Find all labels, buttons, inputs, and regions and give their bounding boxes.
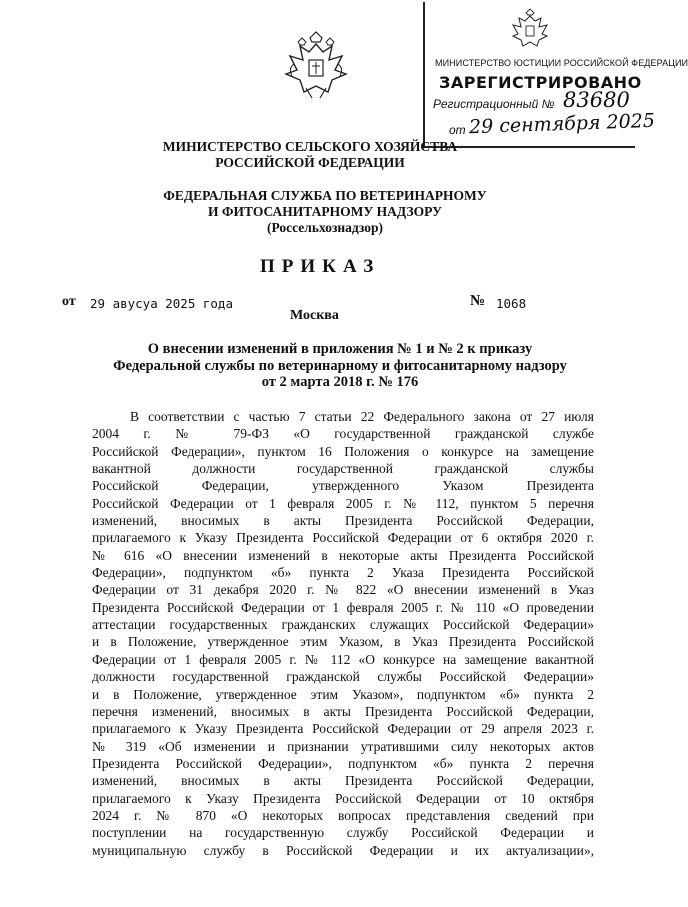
order-subject [100,341,580,391]
stamp-status: ЗАРЕГИСТРИРОВАНО [439,73,642,92]
body-line: Федерации», подпунктом «б» пункта 2 Указа Президента Российской [92,565,594,581]
body-line: изменений, вносимых в акты Президента Российской Федерации, [92,513,594,529]
body-line: поступлении на государственную службу Российской Федерации и [92,825,594,841]
body-line: Президента Российской Федерации», подпунктом «б» пункта 2 перечня [92,755,594,771]
service-title-line: И ФИТОСАНИТАРНОМУ НАДЗОРУ [208,204,442,219]
stamp-registration-number: 83680 [563,88,630,112]
order-date: 29 авусуа 2025 года [90,296,233,311]
body-line: Российской Федерации, утвержденного Указом Президента [92,478,594,494]
document-type-heading: ПРИКАЗ [260,256,381,277]
body-line: 2024 г. № 870 «О некоторых вопросах представления сведений при [92,807,594,823]
service-short-name: (Россельхознадзор) [266,220,384,235]
order-date-label: от [62,294,76,309]
order-city: Москва [290,308,339,323]
body-line: аттестации государственных гражданских служащих Российской Федерации» [92,617,594,633]
ministry-title-line: РОССИЙСКОЙ ФЕДЕРАЦИИ [215,155,405,170]
stamp-emblem [507,8,553,50]
body-line: прилагаемого к Указу Президента Российской Федерации от 29 апреля 2023 г. [92,721,594,737]
order-body-paragraph [92,408,594,859]
body-line: № 616 «О внесении изменений в некоторые акты Президента Российской [92,547,594,563]
body-line: В соответствии с частью 7 статьи 22 Федерального закона от 27 июля [130,409,594,424]
body-line: должности государственной гражданской службы Российской Федерации» [92,669,594,685]
body-line: муниципальную службу в Российской Федерации и их актуализации», [92,842,594,858]
ministry-title [150,139,470,171]
body-line: и в Положение, утвержденное этим Указом, в Указ Президента Российской [92,634,594,650]
stamp-date-label: от [449,123,466,137]
body-line: Президента Российской Федерации от 1 февраля 2005 г. № 110 «О проведении [92,599,594,615]
body-line: 2004 г. № 79-ФЗ «О государственной гражданской службе [92,426,594,442]
body-line: Федерации от 31 декабря 2020 г. № 822 «О внесении изменений в Указ [92,582,594,598]
subject-line: О внесении изменений в приложения № 1 и № 2 к приказу [147,341,533,357]
service-title [145,188,505,236]
stamp-ministry-name: МИНИСТЕРСТВО ЮСТИЦИИ РОССИЙСКОЙ ФЕДЕРАЦИИ [435,58,688,68]
order-number: 1068 [496,296,527,311]
ministry-title-line: МИНИСТЕРСТВО СЕЛЬСКОГО ХОЗЯЙСТВА [162,139,458,154]
body-line: Российской Федерации от 1 февраля 2005 г. № 112, пунктом 5 перечня [92,495,594,511]
body-line: прилагаемого к Указу Президента Российской Федерации от 10 октября [92,790,594,806]
coat-of-arms-emblem [276,30,356,102]
body-line: прилагаемого к Указу Президента Российской Федерации от 6 октября 2020 г. [92,530,594,546]
order-number-label: № [470,293,486,309]
subject-line: от 2 марта 2018 г. № 176 [261,374,419,390]
body-line: Федерации от 1 февраля 2005 г. № 112 «О конкурсе на замещение вакантной [92,651,594,667]
subject-line: Федеральной службы по ветеринарному и фитосанитарному надзору [113,357,567,374]
body-line: перечня изменений, вносимых в акты Президента Российской Федерации, [92,703,594,719]
body-line: № 319 «Об изменении и признании утратившими силу некоторых актов [92,738,594,754]
body-line: и в Положение, утвержденное этим Указом», подпунктом «б» пункта 2 [92,686,594,702]
registration-stamp [423,2,688,148]
stamp-number-label: Регистрационный № [433,97,555,111]
body-line: вакантной должности государственной гражданской службы [92,461,594,477]
body-line: Российской Федерации», пунктом 16 Положения о конкурсе на замещение [92,443,594,459]
body-line: изменений, вносимых в акты Президента Российской Федерации, [92,773,594,789]
stamp-registration-date: 29 сентября 2025 [468,109,656,139]
service-title-line: ФЕДЕРАЛЬНАЯ СЛУЖБА ПО ВЕТЕРИНАРНОМУ [163,188,487,203]
